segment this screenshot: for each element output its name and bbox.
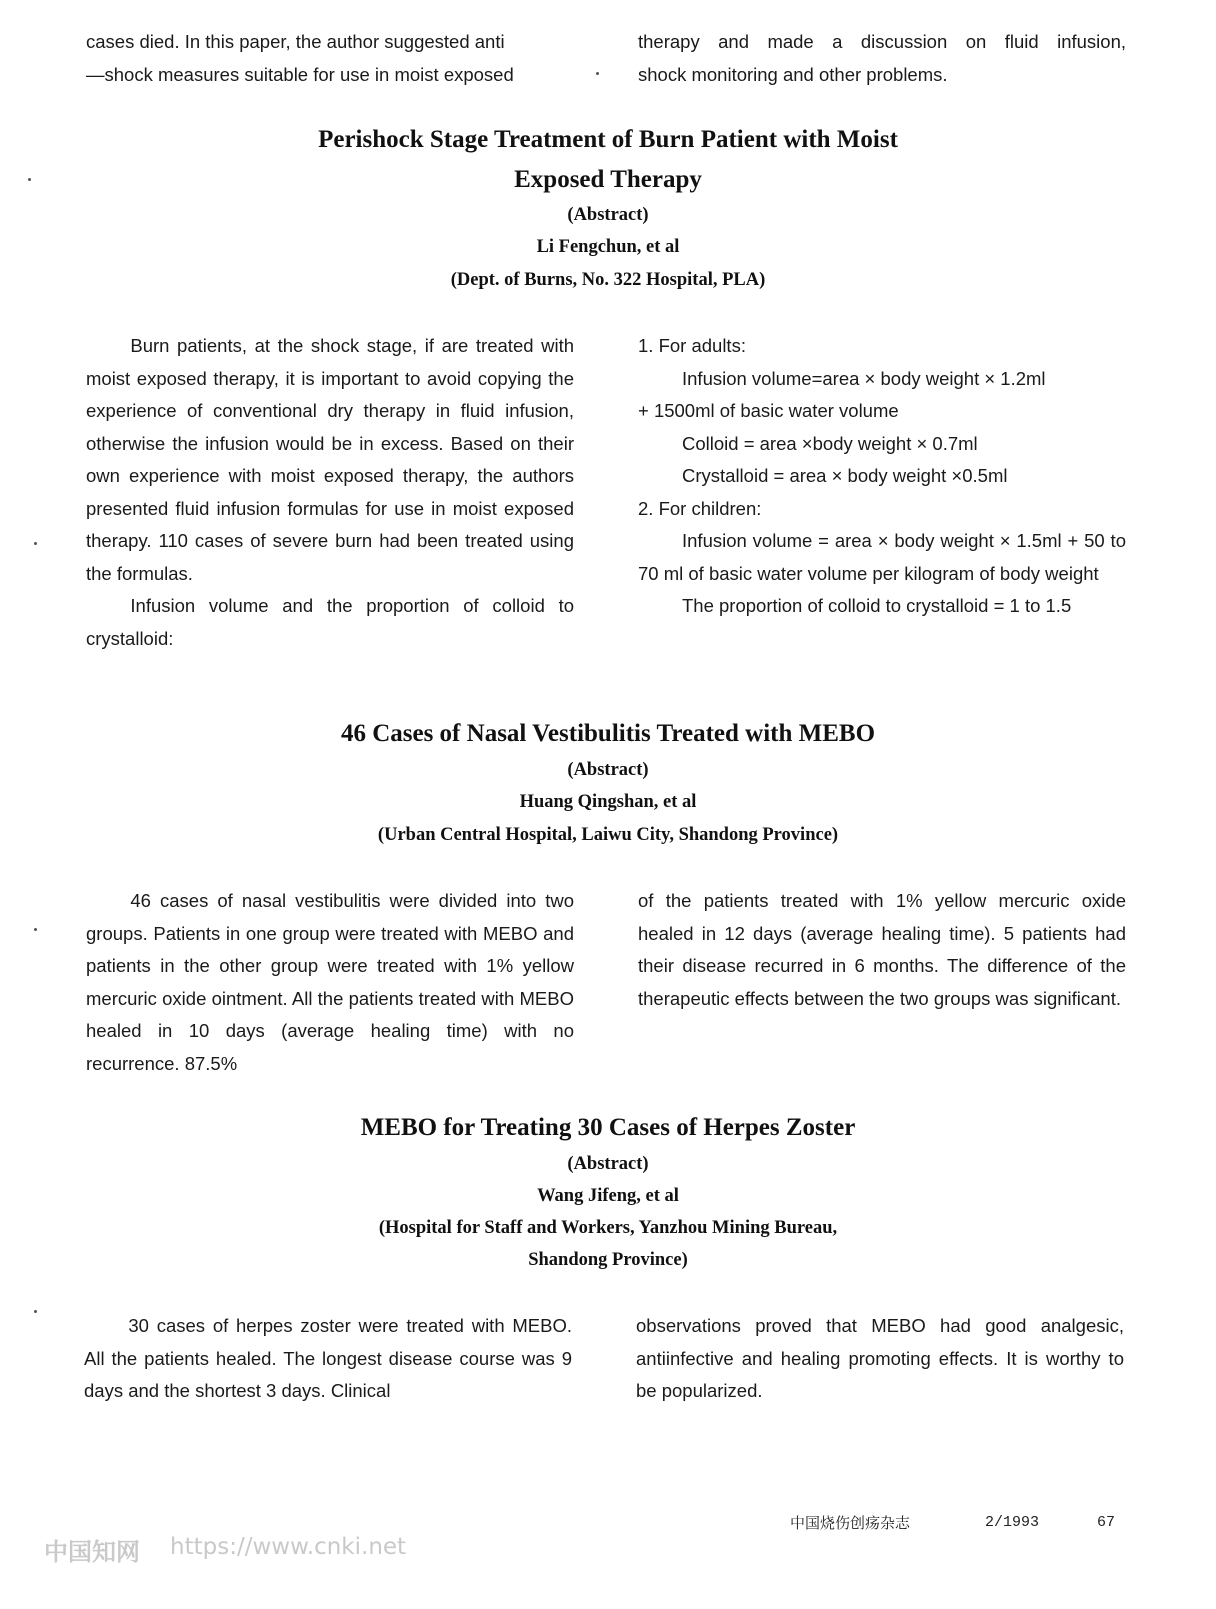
text-line: therapy and made a discussion on fluid infusion,: [638, 31, 1126, 52]
formula: + 1500ml of basic water volume: [638, 400, 899, 421]
article2-right-column: [638, 885, 1126, 1015]
scan-speck: [596, 72, 599, 75]
formula: Crystalloid = area × body weight ×0.5ml: [682, 465, 1008, 486]
article1-left-column: [86, 330, 574, 655]
list-item: 1. For adults:: [638, 335, 746, 356]
article1-abstract-label: (Abstract): [567, 205, 649, 225]
scan-speck: [34, 1310, 37, 1313]
issue-number: 2/1993: [985, 1514, 1040, 1531]
text-line: shock monitoring and other problems.: [638, 63, 948, 85]
page-number: 67: [1097, 1514, 1116, 1531]
article3-left-column: [84, 1310, 572, 1408]
article3-abstract-label: (Abstract): [567, 1154, 649, 1174]
formula: Colloid = area ×body weight × 0.7ml: [682, 432, 978, 454]
journal-name: 中国烧伤创疡杂志: [790, 1514, 911, 1532]
article1-title-line1: Perishock Stage Treatment of Burn Patient with Moist: [318, 126, 898, 153]
article3-affiliation-line2: Shandong Province): [528, 1250, 688, 1270]
text-line: cases died. In this paper, the author suggested anti: [86, 31, 505, 52]
paragraph: Infusion volume and the proportion of colloid to crystalloid:: [86, 595, 574, 649]
paragraph: 30 cases of herpes zoster were treated with MEBO. All the patients healed. The longest disease course was 9 days and the shortest 3 days. Clinical: [84, 1315, 572, 1401]
scan-speck: [34, 542, 37, 545]
watermark-logo: 中国知网: [44, 1538, 140, 1566]
watermark-url: https://www.cnki.net: [170, 1534, 407, 1560]
article2-title: 46 Cases of Nasal Vestibulitis Treated with MEBO: [340, 720, 876, 747]
list-item: 2. For children:: [638, 497, 762, 519]
article1-title-line2: Exposed Therapy: [514, 166, 702, 193]
article1-right-column: [638, 330, 1126, 623]
paragraph: observations proved that MEBO had good analgesic, antiinfective and healing promoting effects. It is worthy to be popularized.: [636, 1315, 1124, 1401]
article2-left-column: [86, 885, 574, 1080]
article1-affiliation: (Dept. of Burns, No. 322 Hospital, PLA): [450, 270, 766, 290]
top-right-column: [638, 26, 1126, 91]
article3-right-column: [636, 1310, 1124, 1408]
article3-affiliation-line1: (Hospital for Staff and Workers, Yanzhou Mining Bureau,: [378, 1218, 838, 1238]
scan-speck: [34, 928, 37, 931]
text-line: —shock measures suitable for use in moist exposed: [86, 63, 514, 85]
article2-author: Huang Qingshan, et al: [519, 792, 697, 812]
article1-author: Li Fengchun, et al: [536, 237, 680, 257]
article2-abstract-label: (Abstract): [567, 760, 649, 780]
formula: Infusion volume = area × body weight × 1.5ml + 50 to 70 ml of basic water volume per kilogram of body weight: [638, 530, 1126, 584]
paragraph: The proportion of colloid to crystalloid = 1 to 1.5: [682, 595, 1072, 616]
scan-speck: [28, 178, 31, 181]
paragraph: 46 cases of nasal vestibulitis were divided into two groups. Patients in one group were treated with MEBO and patients in the other group were treated with 1% yellow mercuric oxide ointment. All the patients treated with MEBO healed in 10 days (average healing time) with no recurrence. 87.5%: [86, 890, 574, 1074]
article3-title: MEBO for Treating 30 Cases of Herpes Zoster: [360, 1114, 856, 1141]
paragraph: of the patients treated with 1% yellow mercuric oxide healed in 12 days (average healing time). 5 patients had their disease recurred in 6 months. The difference of the therapeutic effects between the two groups was significant.: [638, 890, 1126, 1009]
paragraph: Burn patients, at the shock stage, if are treated with moist exposed therapy, it is important to avoid copying the experience of conventional dry therapy in fluid infusion, otherwise the infusion would be in excess. Based on their own experience with moist exposed therapy, the authors presented fluid infusion formulas for use in moist exposed therapy. 110 cases of severe burn had been treated using the formulas.: [86, 335, 574, 584]
article2-affiliation: (Urban Central Hospital, Laiwu City, Shandong Province): [377, 825, 839, 845]
article3-author: Wang Jifeng, et al: [537, 1186, 679, 1206]
formula: Infusion volume=area × body weight × 1.2ml: [682, 367, 1046, 389]
top-left-column: [86, 26, 574, 91]
